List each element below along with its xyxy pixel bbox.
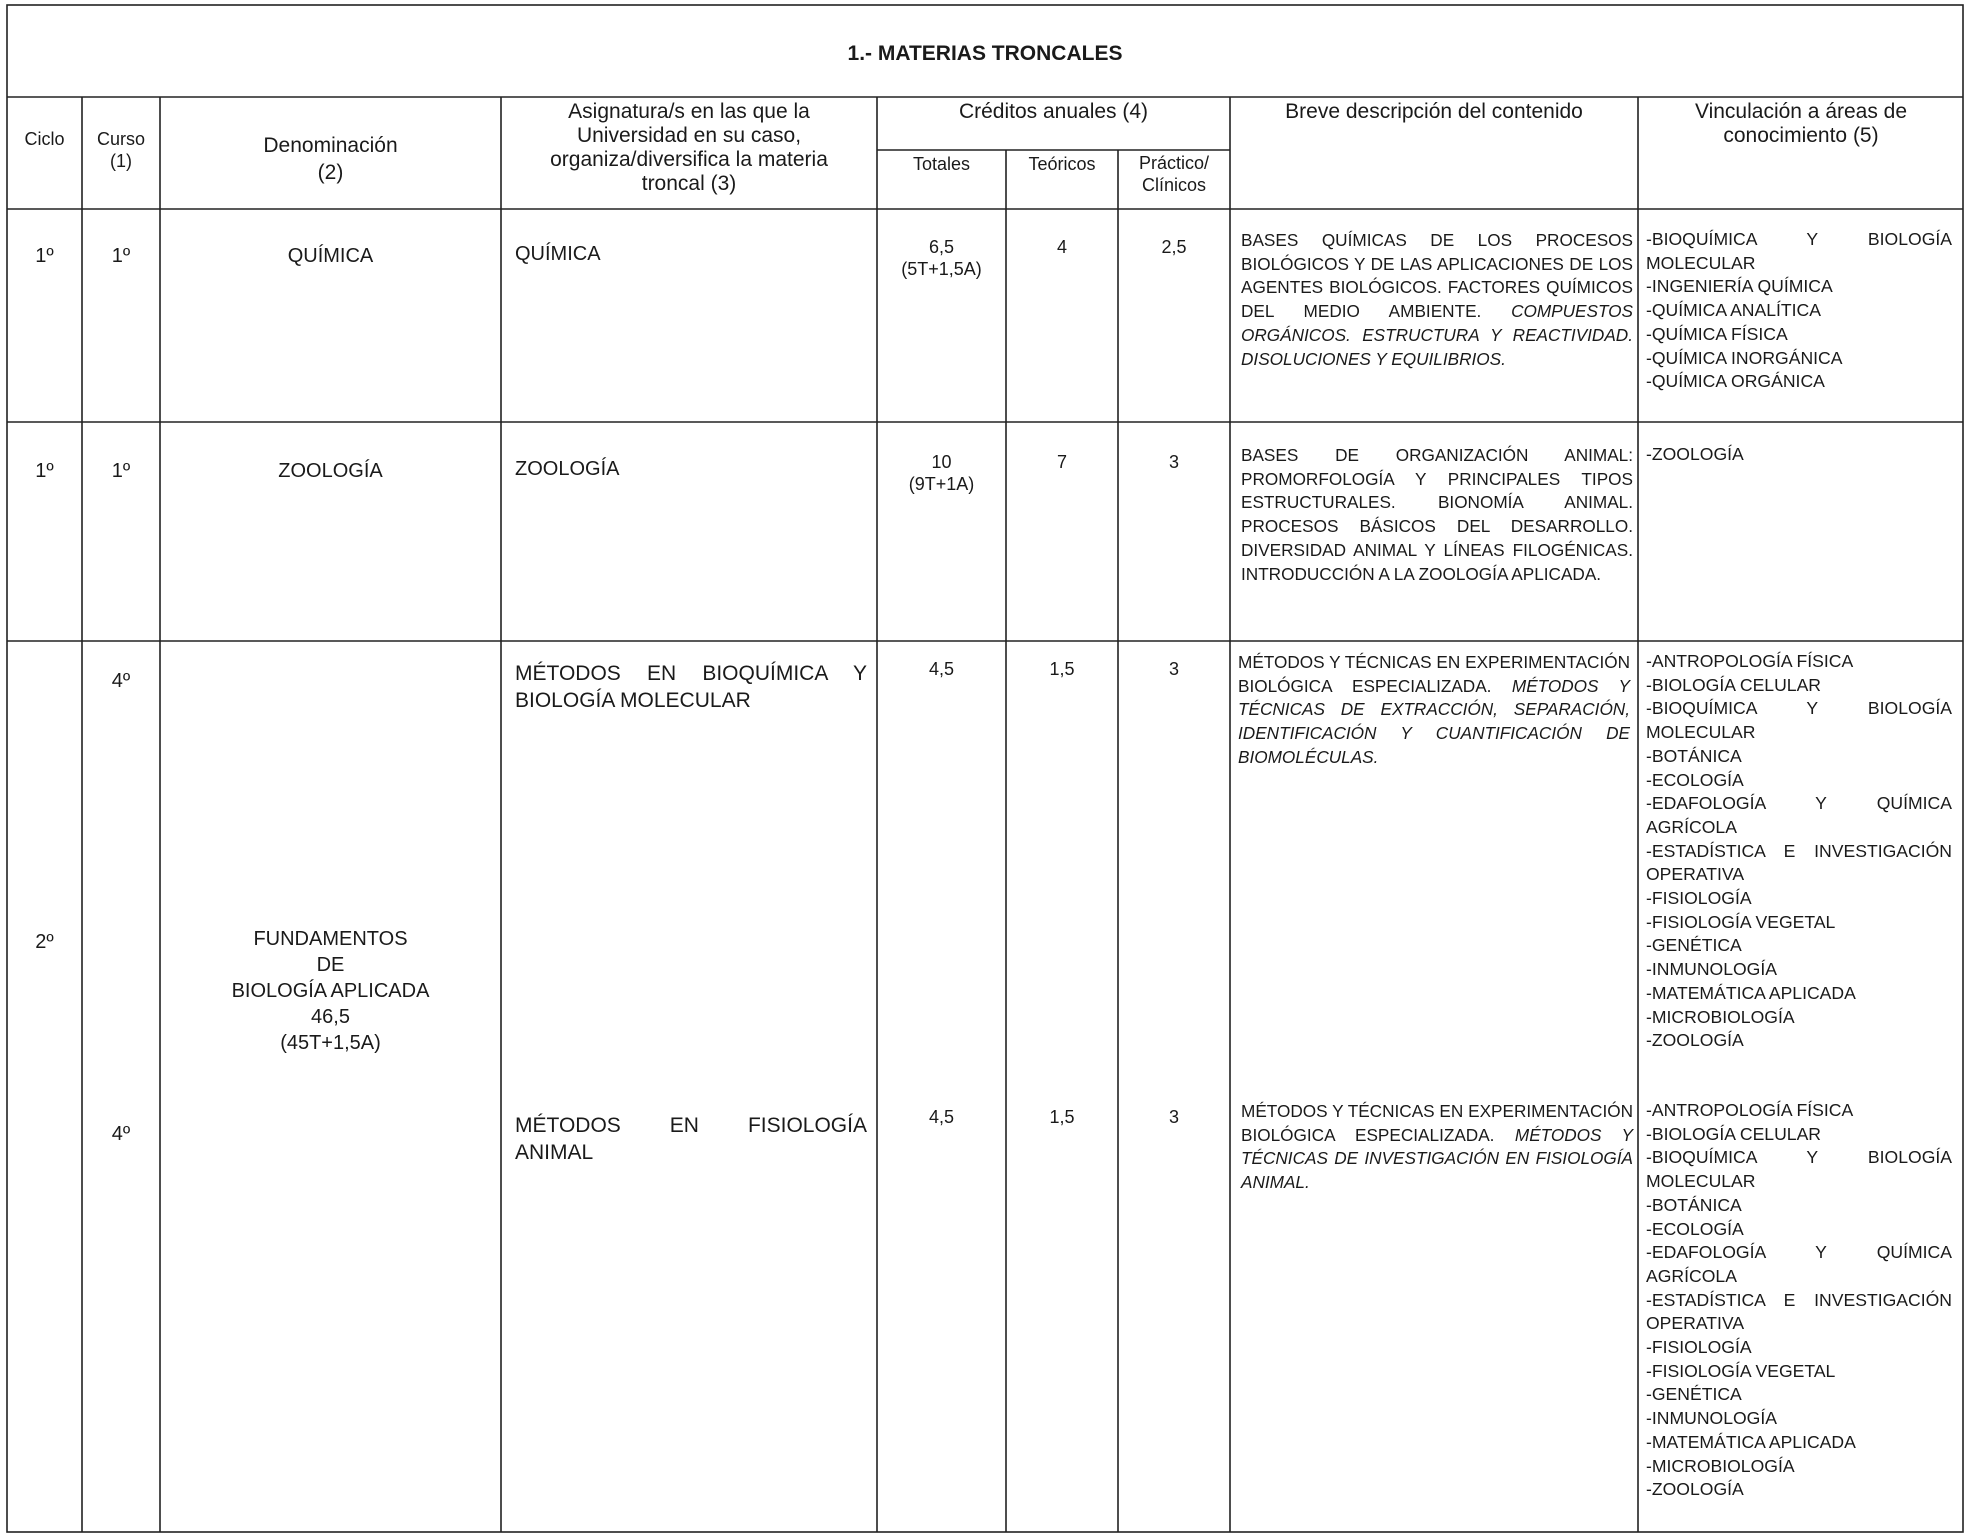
area-item: -MICROBIOLOGÍA: [1646, 1455, 1795, 1476]
area-item: -ZOOLOGÍA: [1646, 1030, 1744, 1051]
subject-fisiologia-curso: 4º: [111, 1123, 131, 1145]
area-item: -ANTROPOLOGÍA FÍSICA: [1646, 651, 1854, 671]
header-ciclo: Ciclo: [24, 129, 65, 149]
area-item: -ZOOLOGÍA: [1646, 444, 1744, 464]
subject-fisiologia-descripcion: MÉTODOS Y TÉCNICAS EN EXPERIMENTACIÓN BIOLÓGICA ESPECIALIZADA. MÉTODOS Y TÉCNICAS DE INVESTIGACIÓN EN FISIOLOGÍA ANIMAL.: [1241, 1101, 1634, 1193]
row-zoologia-denominacion: ZOOLOGÍA: [278, 460, 383, 482]
header-asignatura: Asignatura/s en las que la Universidad en su caso, organiza/diversifica la materia troncal (3): [550, 100, 828, 195]
area-item: -EDAFOLOGÍA Y QUÍMICA AGRÍCOLA: [1646, 793, 1952, 837]
area-item: -ESTADÍSTICA E INVESTIGACIÓN OPERATIVA: [1646, 1289, 1952, 1334]
row-zoologia-ciclo: 1º: [35, 460, 54, 482]
header-vinculacion: Vinculación a áreas de conocimiento (5): [1694, 100, 1908, 147]
area-item: -QUÍMICA ANALÍTICA: [1646, 300, 1821, 321]
area-item: -QUÍMICA ORGÁNICA: [1646, 371, 1825, 392]
subject-fisiologia-asignatura: MÉTODOS EN FISIOLOGÍA ANIMAL: [515, 1114, 867, 1164]
subject-fisiologia-teoricos: 1,5: [1049, 1107, 1075, 1127]
header-denominacion: Denominación (2): [263, 134, 398, 184]
area-item: -MICROBIOLOGÍA: [1646, 1006, 1795, 1027]
row-zoologia-descripcion: BASES DE ORGANIZACIÓN ANIMAL: PROMORFOLOGÍA Y PRINCIPALES TIPOS ESTRUCTURALES. BIONOMÍA ANIMAL. PROCESOS BÁSICOS DEL DESARROLLO. DIVERSIDAD ANIMAL Y LÍNEAS FILOGÉNICAS. INTRODUCCIÓN A LA ZOOLOGÍA APLICADA.: [1241, 445, 1633, 584]
header-teoricos: Teóricos: [1028, 154, 1096, 174]
subject-fisiologia-areas: [1646, 1099, 1952, 1502]
subject-fisiologia-totales: 4,5: [928, 1107, 955, 1127]
header-curso: Curso (1): [96, 129, 145, 171]
area-item: -BIOLOGÍA CELULAR: [1646, 674, 1822, 695]
header-practicos: Práctico/ Clínicos: [1138, 153, 1210, 195]
row-zoologia-practicos: 3: [1168, 452, 1179, 472]
header-creditos: Créditos anuales (4): [958, 100, 1149, 123]
row-quimica-practicos: 2,5: [1161, 237, 1187, 257]
area-item: -EDAFOLOGÍA Y QUÍMICA AGRÍCOLA: [1646, 1242, 1952, 1286]
area-item: -MATEMÁTICA APLICADA: [1646, 982, 1856, 1003]
area-item: -GENÉTICA: [1646, 935, 1742, 956]
area-item: -QUÍMICA FÍSICA: [1646, 323, 1788, 344]
row-zoologia-teoricos: 7: [1056, 452, 1067, 472]
subject-bioquimica-asignatura: MÉTODOS EN BIOQUÍMICA Y BIOLOGÍA MOLECULAR: [515, 662, 867, 712]
header-descripcion: Breve descripción del contenido: [1285, 100, 1583, 123]
area-item: -BIOQUÍMICA Y BIOLOGÍA MOLECULAR: [1646, 698, 1952, 743]
row-quimica-teoricos: 4: [1056, 237, 1067, 257]
row-zoologia-asignatura: ZOOLOGÍA: [515, 458, 620, 480]
area-item: -FISIOLOGÍA VEGETAL: [1646, 911, 1836, 932]
area-item: -GENÉTICA: [1646, 1384, 1742, 1405]
area-item: -INMUNOLOGÍA: [1646, 959, 1777, 980]
area-item: -ESTADÍSTICA E INVESTIGACIÓN OPERATIVA: [1646, 840, 1952, 885]
group-denominacion: FUNDAMENTOS DE BIOLOGÍA APLICADA 46,5 (45T+1,5A): [231, 928, 430, 1054]
table-title: 1.- MATERIAS TRONCALES: [847, 42, 1123, 65]
row-zoologia-totales: 10 (9T+1A): [908, 452, 975, 494]
row-quimica-asignatura: QUÍMICA: [515, 243, 601, 265]
subject-bioquimica-practicos: 3: [1168, 659, 1179, 679]
subject-bioquimica-teoricos: 1,5: [1049, 659, 1075, 679]
area-item: -BIOLOGÍA CELULAR: [1646, 1123, 1822, 1144]
materias-troncales-table: [6, 4, 1964, 1534]
subject-bioquimica-descripcion: MÉTODOS Y TÉCNICAS EN EXPERIMENTACIÓN BIOLÓGICA ESPECIALIZADA. MÉTODOS Y TÉCNICAS DE EXTRACCIÓN, SEPARACIÓN, IDENTIFICACIÓN Y CUANTIFICACIÓN DE BIOMOLÉCULAS.: [1238, 652, 1631, 767]
row-quimica-areas: [1646, 228, 1952, 394]
area-item: -ECOLOGÍA: [1646, 769, 1744, 790]
row-quimica-totales: 6,5 (5T+1,5A): [901, 237, 982, 279]
row-zoologia-areas: [1646, 443, 1952, 467]
row-quimica-curso: 1º: [111, 245, 131, 267]
subject-fisiologia-practicos: 3: [1168, 1107, 1179, 1127]
area-item: -ANTROPOLOGÍA FÍSICA: [1646, 1100, 1854, 1120]
row-quimica-denominacion: QUÍMICA: [287, 245, 374, 267]
area-item: -ECOLOGÍA: [1646, 1218, 1744, 1239]
group-ciclo: 2º: [35, 931, 54, 953]
subject-bioquimica-areas: [1646, 650, 1952, 1053]
subject-bioquimica-totales: 4,5: [928, 659, 955, 679]
row-quimica-ciclo: 1º: [35, 245, 54, 267]
area-item: -ZOOLOGÍA: [1646, 1479, 1744, 1500]
area-item: -BIOQUÍMICA Y BIOLOGÍA MOLECULAR: [1646, 229, 1952, 273]
area-item: -INMUNOLOGÍA: [1646, 1408, 1777, 1429]
area-item: -FISIOLOGÍA: [1646, 888, 1752, 909]
row-zoologia-curso: 1º: [111, 460, 131, 482]
area-item: -FISIOLOGÍA VEGETAL: [1646, 1360, 1836, 1381]
area-item: -FISIOLOGÍA: [1646, 1337, 1752, 1358]
header-totales: Totales: [912, 154, 971, 174]
row-quimica-descripcion: BASES QUÍMICAS DE LOS PROCESOS BIOLÓGICOS Y DE LAS APLICACIONES DE LOS AGENTES BIOLÓGICOS. FACTORES QUÍMICOS DEL MEDIO AMBIENTE. COMPUESTOS ORGÁNICOS. ESTRUCTURA Y REACTIVIDAD. DISOLUCIONES Y EQUILIBRIOS.: [1241, 230, 1633, 369]
area-item: -QUÍMICA INORGÁNICA: [1646, 347, 1843, 368]
area-item: -BIOQUÍMICA Y BIOLOGÍA MOLECULAR: [1646, 1147, 1952, 1192]
area-item: -INGENIERÍA QUÍMICA: [1646, 276, 1833, 297]
area-item: -BOTÁNICA: [1646, 1194, 1742, 1215]
area-item: -BOTÁNICA: [1646, 745, 1742, 766]
area-item: -MATEMÁTICA APLICADA: [1646, 1431, 1856, 1452]
subject-bioquimica-curso: 4º: [111, 670, 131, 692]
